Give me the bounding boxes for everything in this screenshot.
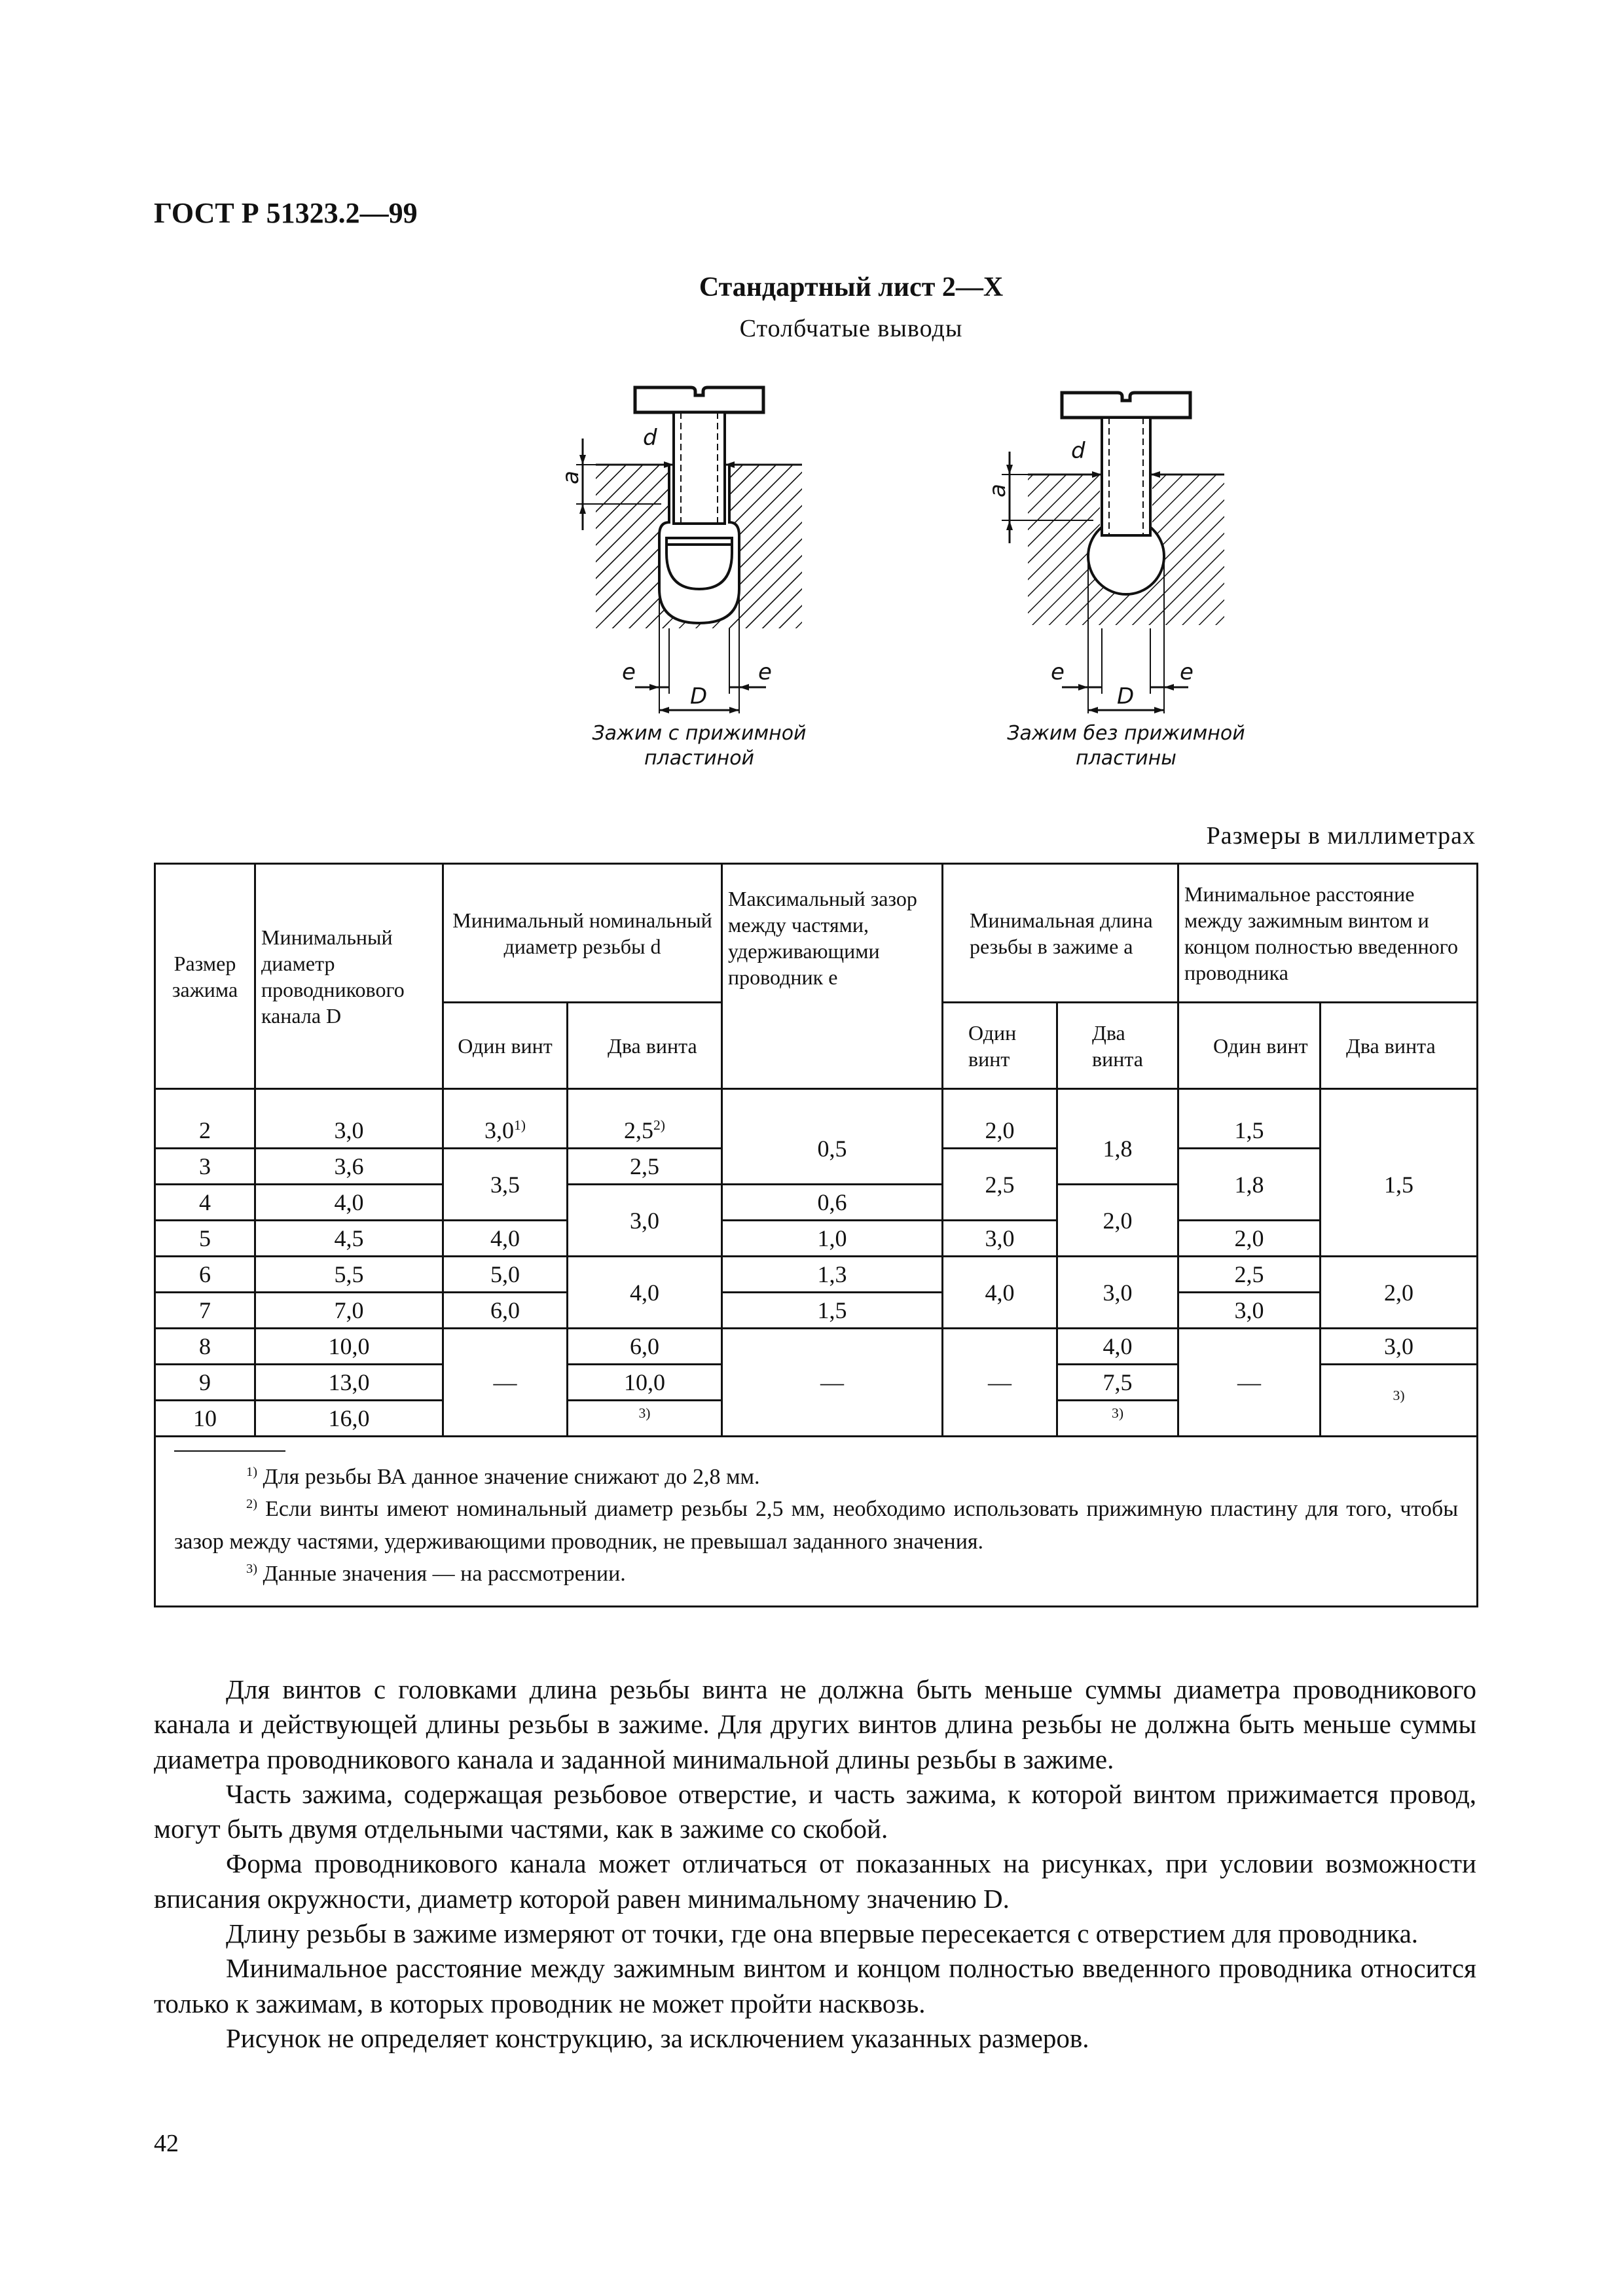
header-channel-diameter: Минимальный диаметр проводникового канала D bbox=[255, 864, 443, 1089]
paragraph: Форма проводникового канала может отличаться от показанных на рисунках, при условии возможности вписания окружности, диаметр которой равен минимальному значению D. bbox=[154, 1848, 1476, 1914]
header-distance-two-screws: Два винта bbox=[1321, 1003, 1478, 1089]
left-D-label: D bbox=[690, 683, 708, 709]
header-min-distance: Минимальное расстояние между зажимным винтом и концом полностью введенного проводника bbox=[1178, 864, 1478, 1003]
cell-length-one: 2,0 bbox=[943, 1089, 1057, 1149]
cell-distance-two: 3,0 bbox=[1321, 1329, 1478, 1365]
right-D-label: D bbox=[1117, 683, 1135, 709]
cell-thread-one: 5,0 bbox=[443, 1257, 568, 1293]
cell-length-one: — bbox=[943, 1329, 1057, 1437]
cell-length-two: 3,0 bbox=[1057, 1257, 1178, 1329]
cell-distance-one: 2,0 bbox=[1178, 1221, 1321, 1257]
cell-length-two: 7,5 bbox=[1057, 1365, 1178, 1401]
left-e-right-label: e bbox=[758, 659, 772, 685]
right-e-left-label: e bbox=[1051, 659, 1065, 685]
cell-gap: 1,0 bbox=[722, 1221, 943, 1257]
header-length-two-screws: Два винта bbox=[1057, 1003, 1178, 1089]
cell-channel: 16,0 bbox=[255, 1401, 443, 1437]
body-text bbox=[154, 1672, 1476, 2056]
left-caption-line1: Зажим с прижимной bbox=[592, 722, 807, 745]
cell-thread-two: 6,0 bbox=[568, 1329, 722, 1365]
page-number: 42 bbox=[154, 2130, 179, 2157]
left-a-label: a bbox=[558, 471, 584, 484]
cell-gap: 0,6 bbox=[722, 1185, 943, 1221]
cell-channel: 3,6 bbox=[255, 1149, 443, 1185]
sheet-subtitle: Столбчатые выводы bbox=[739, 315, 963, 342]
dimensions-table bbox=[154, 863, 1478, 1607]
cell-thread-two: 10,0 bbox=[568, 1365, 722, 1401]
cell-channel: 4,5 bbox=[255, 1221, 443, 1257]
paragraph: Минимальное расстояние между зажимным винтом и концом полностью введенного проводника относится только к зажимам, в которых проводник не может пройти насквозь. bbox=[154, 1953, 1476, 2018]
right-caption-line1: Зажим без прижимной bbox=[1007, 722, 1245, 745]
left-caption-line2: пластиной bbox=[644, 747, 755, 770]
header-thread-one-screw: Один винт bbox=[443, 1003, 568, 1089]
cell-size: 8 bbox=[155, 1329, 255, 1365]
cell-length-one: 4,0 bbox=[943, 1257, 1057, 1329]
header-size: Размер зажима bbox=[155, 864, 255, 1089]
cell-thread-two: 2,5$^{2)}$ bbox=[568, 1089, 722, 1149]
cell-size: 6 bbox=[155, 1257, 255, 1293]
cell-gap: 0,5 bbox=[722, 1089, 943, 1185]
cell-distance-one: 3,0 bbox=[1178, 1293, 1321, 1329]
document-code: ГОСТ Р 51323.2—99 bbox=[154, 197, 418, 229]
cell-length-one: 3,0 bbox=[943, 1221, 1057, 1257]
figure-without-plate bbox=[985, 393, 1245, 770]
cell-length-two: 3) bbox=[1057, 1401, 1178, 1437]
header-max-gap: Максимальный зазор между частями, удерживающими проводник e bbox=[722, 864, 943, 1089]
paragraph: Длину резьбы в зажиме измеряют от точки, где она впервые пересекается с отверстием для проводника. bbox=[226, 1918, 1419, 1949]
cell-thread-two: 4,0 bbox=[568, 1257, 722, 1329]
paragraph: Часть зажима, содержащая резьбовое отверстие, и часть зажима, к которой винтом прижимается провод, могут быть двумя отдельными частями, как в зажиме со скобой. bbox=[154, 1778, 1476, 1844]
cell-channel: 5,5 bbox=[255, 1257, 443, 1293]
header-thread-length: Минимальная длина резьбы в зажиме a bbox=[943, 864, 1178, 1003]
cell-thread-one: 4,0 bbox=[443, 1221, 568, 1257]
cell-channel: 10,0 bbox=[255, 1329, 443, 1365]
footnote: $^{1)}$ Для резьбы ВА данное значение снижают до 2,8 мм. bbox=[246, 1464, 760, 1489]
cell-size: 9 bbox=[155, 1365, 255, 1401]
cell-distance-one: 1,5 bbox=[1178, 1089, 1321, 1149]
footnote: $^{2)}$ Если винты имеют номинальный диаметр резьбы 2,5 мм, необходимо использовать прижимную пластину для того, чтобы зазор между частями, удерживающими проводник, не превышал заданного значения. bbox=[174, 1497, 1459, 1554]
cell-size: 2 bbox=[155, 1089, 255, 1149]
cell-thread-one: 6,0 bbox=[443, 1293, 568, 1329]
cell-thread-one: 3,0$^{1)}$ bbox=[443, 1089, 568, 1149]
right-d-label: d bbox=[1071, 438, 1085, 464]
cell-channel: 7,0 bbox=[255, 1293, 443, 1329]
cell-thread-two: 3,0 bbox=[568, 1185, 722, 1257]
cell-size: 10 bbox=[155, 1401, 255, 1437]
cell-distance-one: 2,5 bbox=[1178, 1257, 1321, 1293]
figure-with-plate bbox=[558, 387, 807, 770]
cell-distance-one: — bbox=[1178, 1329, 1321, 1437]
cell-distance-two: 3) bbox=[1321, 1365, 1478, 1437]
cell-thread-one: — bbox=[443, 1329, 568, 1437]
cell-length-two: 1,8 bbox=[1057, 1089, 1178, 1185]
units-note: Размеры в миллиметрах bbox=[1206, 822, 1476, 850]
cell-channel: 4,0 bbox=[255, 1185, 443, 1221]
cell-size: 4 bbox=[155, 1185, 255, 1221]
cell-size: 7 bbox=[155, 1293, 255, 1329]
right-caption-line2: пластины bbox=[1076, 747, 1176, 770]
cell-gap: 1,5 bbox=[722, 1293, 943, 1329]
footnote: $^{3)}$ Данные значения — на рассмотрении. bbox=[246, 1561, 626, 1586]
cell-distance-two: 2,0 bbox=[1321, 1257, 1478, 1329]
cell-gap: 1,3 bbox=[722, 1257, 943, 1293]
header-length-one-screw: Один винт bbox=[943, 1003, 1057, 1089]
left-d-label: d bbox=[643, 425, 657, 451]
cell-thread-two: 2,5 bbox=[568, 1149, 722, 1185]
right-e-right-label: e bbox=[1180, 659, 1194, 685]
sheet-title: Стандартный лист 2—X bbox=[699, 272, 1004, 302]
cell-gap: — bbox=[722, 1329, 943, 1437]
cell-length-two: 2,0 bbox=[1057, 1185, 1178, 1257]
header-thread-diameter: Минимальный номинальный диаметр резьбы d bbox=[443, 864, 722, 1003]
cell-thread-two: 3) bbox=[568, 1401, 722, 1437]
terminal-figures bbox=[524, 367, 1309, 779]
cell-distance-one: 1,8 bbox=[1178, 1149, 1321, 1221]
cell-channel: 13,0 bbox=[255, 1365, 443, 1401]
cell-length-two: 4,0 bbox=[1057, 1329, 1178, 1365]
footnotes bbox=[155, 1437, 1478, 1607]
paragraph: Для винтов с головками длина резьбы винта не должна быть меньше суммы диаметра проводникового канала и действующей длины резьбы в зажиме. Для других винтов длина резьбы не должна быть меньше суммы диаметра проводникового канала и заданной минимальной длины резьбы в зажиме. bbox=[154, 1674, 1476, 1774]
cell-thread-one: 3,5 bbox=[443, 1149, 568, 1221]
header-thread-two-screws: Два винта bbox=[568, 1003, 722, 1089]
left-e-left-label: e bbox=[622, 659, 636, 685]
header-distance-one-screw: Один винт bbox=[1178, 1003, 1321, 1089]
paragraph: Рисунок не определяет конструкцию, за исключением указанных размеров. bbox=[226, 2022, 1089, 2053]
cell-channel: 3,0 bbox=[255, 1089, 443, 1149]
cell-size: 3 bbox=[155, 1149, 255, 1185]
cell-length-one: 2,5 bbox=[943, 1149, 1057, 1221]
cell-distance-two: 1,5 bbox=[1321, 1089, 1478, 1257]
right-a-label: a bbox=[985, 484, 1011, 497]
cell-size: 5 bbox=[155, 1221, 255, 1257]
footnote-rule bbox=[174, 1450, 285, 1452]
